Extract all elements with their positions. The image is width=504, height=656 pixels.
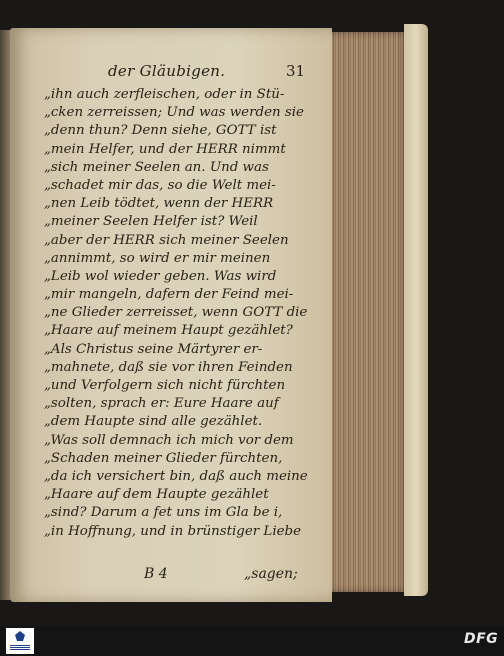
text-line: „schadet mir das, so die Welt mei-	[44, 177, 276, 193]
text-line: „dem Haupte sind alle gezählet.	[44, 414, 263, 430]
book-page	[10, 28, 332, 602]
signature-mark: B 4	[144, 566, 168, 582]
crest-icon	[15, 631, 25, 641]
page-text	[44, 86, 324, 541]
text-line: „Haare auf dem Haupte gezählet	[44, 487, 269, 503]
text-line: „sich meiner Seelen an. Und was	[44, 159, 269, 175]
text-line: „solten, sprach er: Eure Haare auf	[44, 396, 279, 412]
text-line: „Haare auf meinem Haupt gezählet?	[44, 323, 293, 339]
text-line: „mein Helfer, und der HERR nimmt	[44, 141, 286, 157]
text-line: „mir mangeln, dafern der Feind mei-	[44, 287, 294, 303]
text-line: „Leib wol wieder geben. Was wird	[44, 268, 277, 284]
text-line: „meiner Seelen Helfer ist? Weil	[44, 214, 258, 230]
text-line: „Als Christus seine Märtyrer er-	[44, 341, 263, 357]
text-line: „annimmt, so wird er mir meinen	[44, 250, 271, 266]
page-number: 31	[286, 62, 306, 80]
text-line: „nen Leib tödtet, wenn der HERR	[44, 196, 274, 212]
text-line: „denn thun? Denn siehe, GOTT ist	[44, 123, 277, 139]
facing-page-edge	[0, 30, 10, 600]
page-stack-edges	[330, 32, 408, 592]
text-line: „Schaden meiner Glieder fürchten,	[44, 450, 283, 466]
text-line: „Was soll demnach ich mich vor dem	[44, 432, 294, 448]
catchword: „sagen;	[244, 566, 298, 582]
text-line: „ne Glieder zerreisset, wenn GOTT die	[44, 305, 308, 321]
library-logo-icon	[6, 628, 34, 654]
text-line: „cken zerreissen; Und was werden sie	[44, 105, 304, 121]
book-cover-edge	[404, 24, 428, 596]
dfg-logo: DFG	[464, 631, 499, 647]
logo-lines-icon	[10, 644, 30, 650]
running-head: der Gläubigen.	[108, 62, 226, 80]
text-line: „aber der HERR sich meiner Seelen	[44, 232, 289, 248]
text-line: „in Hoffnung, und in brünstiger Liebe	[44, 523, 302, 539]
text-line: „da ich versichert bin, daß auch meine	[44, 468, 308, 484]
text-line: „sind? Darum a fet uns im Gla be i,	[44, 505, 283, 521]
text-line: „mahnete, daß sie vor ihren Feinden	[44, 359, 293, 375]
page-footer-line	[44, 566, 324, 586]
text-line: „und Verfolgern sich nicht fürchten	[44, 378, 286, 393]
viewer-footer-bar	[0, 626, 504, 656]
text-line: „ihn auch zerfleischen, oder in Stü-	[44, 87, 285, 102]
